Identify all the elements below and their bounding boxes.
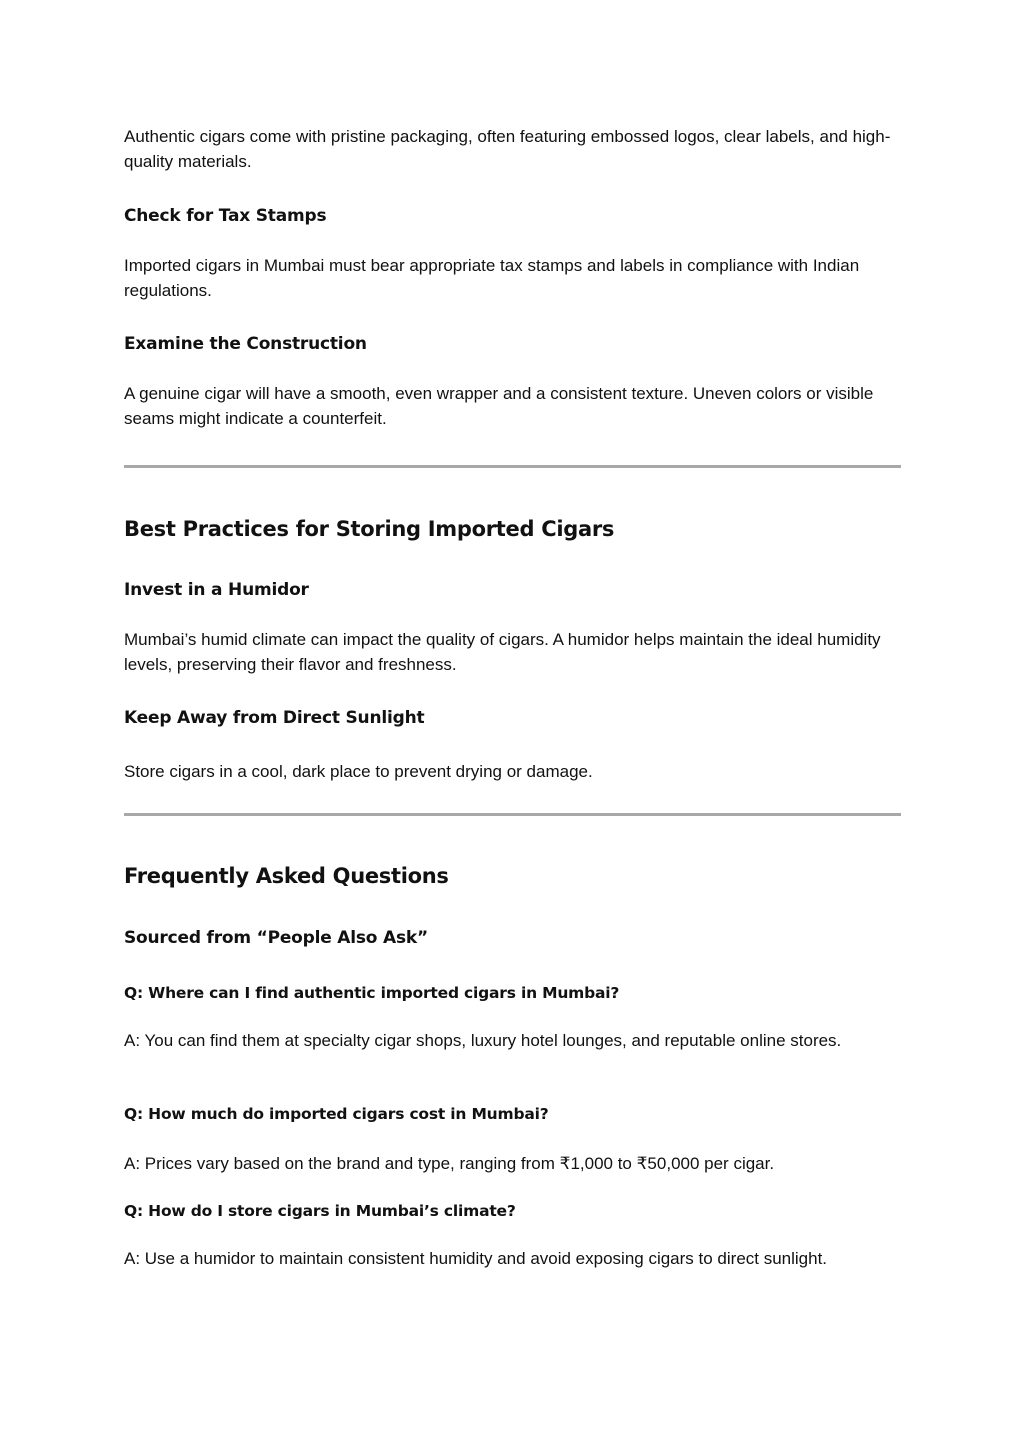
tax-stamps-paragraph: Imported cigars in Mumbai must bear appropriate tax stamps and labels in compliance with Indian regulations. [124, 256, 860, 300]
tax-stamps-heading: Check for Tax Stamps [124, 206, 327, 226]
sunlight-heading: Keep Away from Direct Sunlight [124, 708, 425, 728]
construction-heading: Examine the Construction [124, 334, 367, 354]
faq-section-title: Frequently Asked Questions [124, 864, 449, 888]
faq-answer: A: Prices vary based on the brand and type, ranging from ₹1,000 to ₹50,000 per cigar. [124, 1154, 775, 1173]
faq-answer: A: You can find them at specialty cigar shops, luxury hotel lounges, and reputable online stores. [124, 1031, 842, 1050]
faq-question: Q: How much do imported cigars cost in Mumbai? [124, 1105, 549, 1123]
section-divider [124, 465, 901, 468]
packaging-paragraph: Authentic cigars come with pristine packaging, often featuring embossed logos, clear labels, and high-quality materials. [124, 127, 891, 171]
sunlight-paragraph: Store cigars in a cool, dark place to prevent drying or damage. [124, 762, 593, 781]
storing-section-title: Best Practices for Storing Imported Cigars [124, 517, 615, 541]
section-divider [124, 813, 901, 816]
faq-question: Q: Where can I find authentic imported cigars in Mumbai? [124, 984, 620, 1002]
humidor-paragraph: Mumbai’s humid climate can impact the quality of cigars. A humidor helps maintain the ideal humidity levels, preserving their flavor and freshness. [124, 630, 881, 674]
humidor-heading: Invest in a Humidor [124, 580, 309, 600]
construction-paragraph: A genuine cigar will have a smooth, even wrapper and a consistent texture. Uneven colors or visible seams might indicate a counterfeit. [124, 384, 874, 428]
faq-subtitle: Sourced from “People Also Ask” [124, 928, 428, 948]
faq-question: Q: How do I store cigars in Mumbai’s climate? [124, 1202, 516, 1220]
faq-answer: A: Use a humidor to maintain consistent humidity and avoid exposing cigars to direct sunlight. [124, 1249, 828, 1268]
